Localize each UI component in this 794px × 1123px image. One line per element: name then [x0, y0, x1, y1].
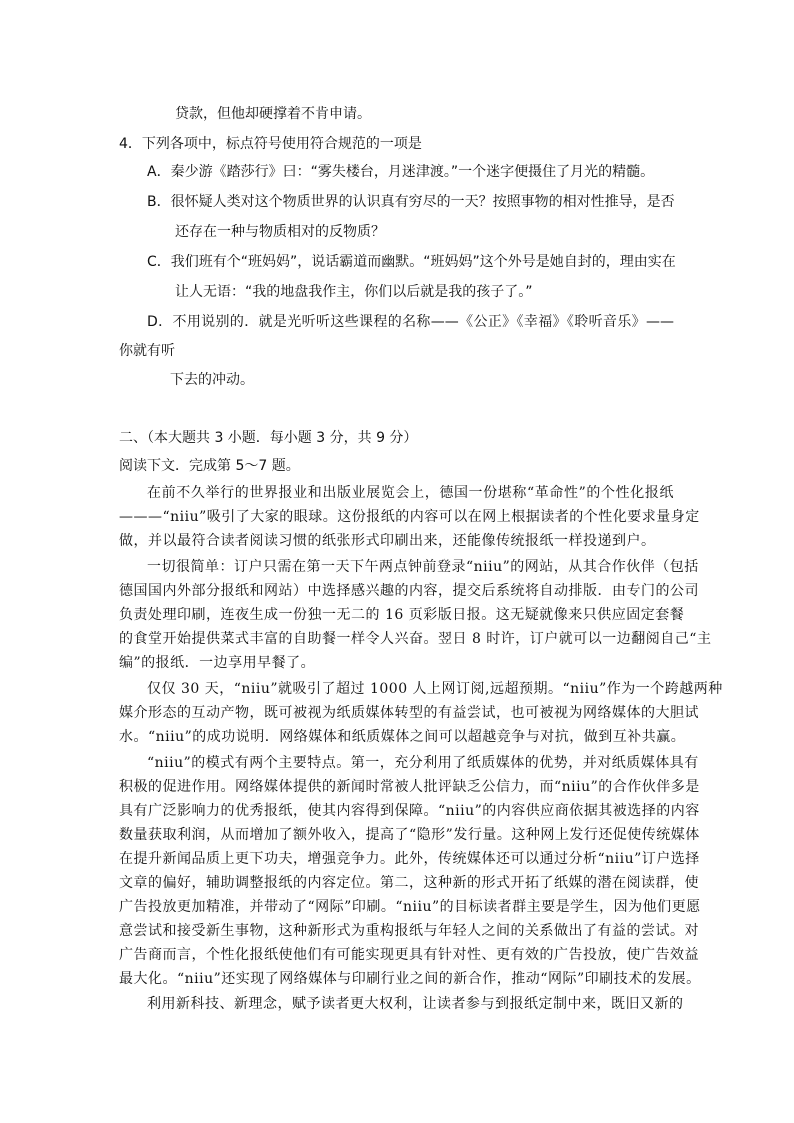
passage-line-8: 编”的报纸．一边享用早餐了。	[119, 655, 316, 671]
passage-line-6: 负责处理印刷，连夜生成一份独一无二的 16 页彩版日报。这无疑就像来只供应固定套餐	[119, 607, 685, 623]
q4-option-c-cont: 让人无语：“我的地盘我作主，你们以后就是我的孩子了。”	[175, 284, 533, 300]
passage-line-20: 广告商而言，个性化报纸使他们有可能实现更具有针对性、更有效的广告投放，使广告效益	[119, 947, 699, 963]
q4-option-c: C．我们班有个“班妈妈”，说话霸道而幽默。“班妈妈”这个外号是她自封的，理由实在	[147, 254, 676, 270]
passage-line-5: 德国国内外部分报纸和网站）中选择感兴趣的内容，提交后系统将自动排版．由专门的公司	[119, 583, 699, 599]
passage-line-1: 在前不久举行的世界报业和出版业展览会上，德国一份堪称“革命性”的个性化报纸	[147, 485, 674, 501]
passage-line-17: 文章的偏好，辅助调整报纸的内容定位。第二，这种新的形式开拓了纸媒的潜在阅读群，使	[119, 875, 699, 891]
passage-line-15: 数量获取利润，从而增加了额外收入，提高了“隐形”发行量。这种网上发行还促使传统媒体	[119, 827, 700, 843]
passage-line-16: 在提升新闻品质上更下功夫，增强竞争力。此外，传统媒体还可以通过分析“niiu”订户选择	[119, 851, 700, 867]
q4-option-d-cont2: 下去的冲动。	[170, 372, 254, 388]
passage-line-22: 利用新科技、新理念，赋予读者更大权利，让读者参与到报纸定制中来，既旧又新的	[147, 996, 684, 1012]
q3-option-tail: 贷款，但他却硬撑着不肯申请。	[175, 106, 371, 122]
q4-stem: 4．下列各项中，标点符号使用符合规范的一项是	[119, 136, 422, 152]
passage-line-10: 媒介形态的互动产物，既可被视为纸质媒体转型的有益尝试，也可被视为网络媒体的大胆试	[119, 705, 699, 721]
q4-option-b-cont: 还存在一种与物质相对的反物质？	[175, 224, 385, 240]
q4-option-d: D．不用说别的．就是光听听这些课程的名称——《公正》《幸福》《聆听音乐》——	[147, 314, 674, 330]
q4-option-b: B．很怀疑人类对这个物质世界的认识真有穷尽的一天？按照事物的相对性推导，是否	[147, 194, 675, 210]
passage-line-19: 意尝试和接受新生事物，这种新形式为重构报纸与年轻人之间的关系做出了有益的尝试。对	[119, 923, 699, 939]
q4-option-a: A．秦少游《踏莎行》曰：“雾失楼台，月迷津渡。”一个迷字便摄住了月光的精髓。	[147, 164, 655, 180]
passage-line-14: 具有广泛影响力的优秀报纸，使其内容得到保障。“niiu”的内容供应商依据其被选择的内容	[119, 803, 700, 819]
passage-line-21: 最大化。“niiu”还实现了网络媒体与印刷行业之间的新合作，推动“网际”印刷技术的发展。	[119, 971, 701, 987]
passage-line-2: ———“niiu”吸引了大家的眼球。这份报纸的内容可以在网上根据读者的个性化要求量身定	[119, 509, 700, 525]
passage-line-4: 一切很简单：订户只需在第一天下午两点钟前登录“niiu”的网站，从其合作伙伴（包括	[147, 559, 699, 575]
passage-line-11: 水。“niiu”的成功说明．网络媒体和纸质媒体之间可以超越竞争与对抗，做到互补共赢。	[119, 729, 686, 745]
passage-line-9: 仅仅 30 天，“niiu”就吸引了超过 1000 人上网订阅,远超预期。“niiu”作为一个跨越两种	[147, 681, 723, 697]
passage-line-7: 的食堂开始提供菜式丰富的自助餐一样令人兴奋。翌日 8 时许，订户就可以一边翻阅自己“主	[119, 631, 712, 647]
passage-line-13: 积极的促进作用。网络媒体提供的新闻时常被人批评缺乏公信力，而“niiu”的合作伙伴多是	[119, 779, 700, 795]
passage-line-3: 做，并以最符合读者阅读习惯的纸张形式印刷出来，还能像传统报纸一样投递到户。	[119, 533, 656, 549]
passage-line-18: 广告投放更加精准，并带动了“网际”印刷。“niiu”的目标读者群主要是学生，因为他们更愿	[119, 899, 701, 915]
passage-line-12: “niiu”的模式有两个主要特点。第一，充分利用了纸质媒体的优势，并对纸质媒体具有	[147, 755, 699, 771]
section-heading: 二、（本大题共 3 小题．每小题 3 分，共 9 分）	[119, 430, 418, 446]
q4-option-d-cont: 你就有听	[119, 343, 175, 359]
section-instruction: 阅读下文．完成第 5～7 题。	[119, 458, 300, 474]
